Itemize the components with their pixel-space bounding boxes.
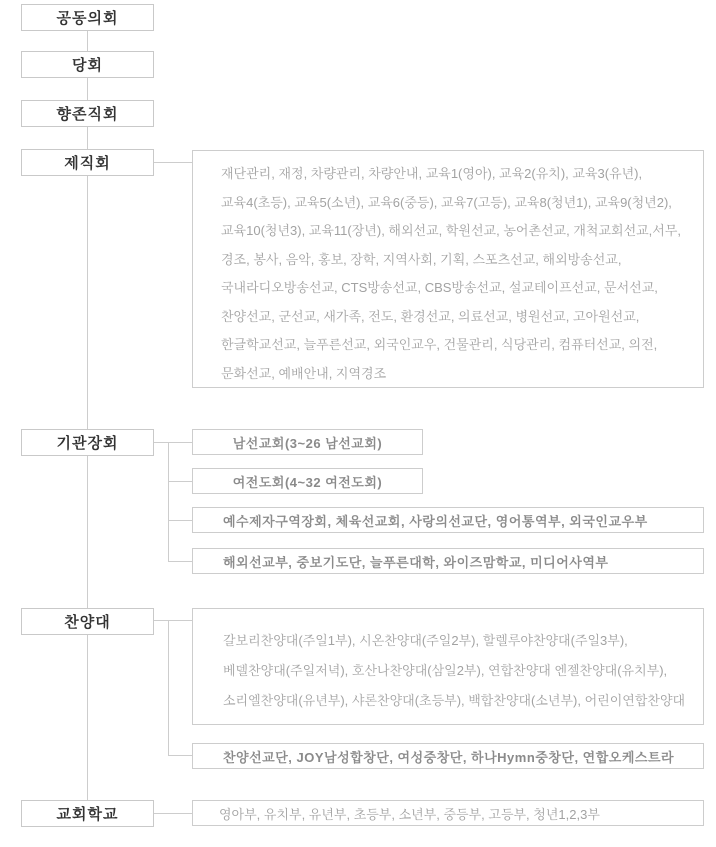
connector-school <box>154 813 192 814</box>
choir-line: 베델찬양대(주일저녁), 호산나찬양대(삼일2부), 연합찬양대 엔젤찬양대(유치부), <box>223 663 668 678</box>
connector-gigwan-main <box>154 442 192 443</box>
spine-segment-1 <box>87 31 88 51</box>
node-hyangjonjikhoe: 향존직회 <box>21 100 154 127</box>
node-jejikhoe: 제직회 <box>21 149 154 176</box>
spine-segment-2 <box>87 78 88 100</box>
connector-jejikhoe <box>154 162 192 163</box>
node-gyohoehakgyo: 교회학교 <box>21 800 154 827</box>
choir-line: 소리엘찬양대(유년부), 샤론찬양대(초등부), 백합찬양대(소년부), 어린이연합찬양대 <box>223 693 686 708</box>
group-ministry-depts-box: 해외선교부, 중보기도단, 늘푸른대학, 와이즈맘학교, 미디어사역부 <box>192 548 704 574</box>
group-namseongyohoe-box: 남선교회(3~26 남선교회) <box>192 429 423 455</box>
dept-line: 찬양선교, 군선교, 새가족, 전도, 환경선교, 의료선교, 병원선교, 고아원선교, <box>221 308 640 324</box>
group-mission-orgs-box: 예수제자구역장회, 체육선교회, 사랑의선교단, 영어통역부, 외국인교우부 <box>192 507 704 533</box>
dept-line: 교육4(초등), 교육5(소년), 교육6(중등), 교육7(고등), 교육8(청년1), 교육9(청년2), <box>221 194 672 210</box>
node-gongdong-uihoe: 공동의회 <box>21 4 154 31</box>
connector-gigwan-branch4 <box>168 561 192 562</box>
connector-gigwan-trunk <box>168 442 169 562</box>
choirs-box <box>192 608 704 725</box>
dept-line: 국내라디오방송선교, CTS방송선교, CBS방송선교, 설교테이프선교, 문서선교, <box>221 280 658 295</box>
dept-line: 한글학교선교, 늘푸른선교, 외국인교우, 건물관리, 식당관리, 컴퓨터선교, 의전, <box>221 337 658 352</box>
jejikhoe-departments-box <box>192 150 704 388</box>
connector-gigwan-branch2 <box>168 481 192 482</box>
node-gigwanjanghoe: 기관장회 <box>21 429 154 456</box>
spine-segment-6 <box>87 635 88 800</box>
group-yeojeondohoe-box: 여전도회(4~32 여전도회) <box>192 468 423 494</box>
dept-line: 교육10(청년3), 교육11(장년), 해외선교, 학원선교, 농어촌선교, 개척교회선교,서무, <box>221 223 682 238</box>
node-danghoe: 당회 <box>21 51 154 78</box>
node-chanyangdae: 찬양대 <box>21 608 154 635</box>
dept-line: 경조, 봉사, 음악, 홍보, 장학, 지역사회, 기획, 스포츠선교, 해외방송선교, <box>221 251 622 267</box>
choir-line: 갈보리찬양대(주일1부), 시온찬양대(주일2부), 할렐루야찬양대(주일3부), <box>223 633 628 648</box>
spine-segment-3 <box>87 127 88 149</box>
connector-choir-branch2 <box>168 755 192 756</box>
ensembles-box: 찬양선교단, JOY남성합창단, 여성중창단, 하나Hymn중창단, 연합오케스트라 <box>192 743 704 769</box>
church-school-departments-box: 영아부, 유치부, 유년부, 초등부, 소년부, 중등부, 고등부, 청년1,2,3부 <box>192 800 704 826</box>
spine-segment-5 <box>87 456 88 608</box>
spine-segment-4 <box>87 176 88 429</box>
dept-line: 재단관리, 재정, 차량관리, 차량안내, 교육1(영아), 교육2(유치), 교육3(유년), <box>221 166 643 181</box>
connector-choir-trunk <box>168 620 169 756</box>
connector-choir-main <box>154 620 192 621</box>
connector-gigwan-branch3 <box>168 520 192 521</box>
dept-line: 문화선교, 예배안내, 지역경조 <box>221 365 387 381</box>
